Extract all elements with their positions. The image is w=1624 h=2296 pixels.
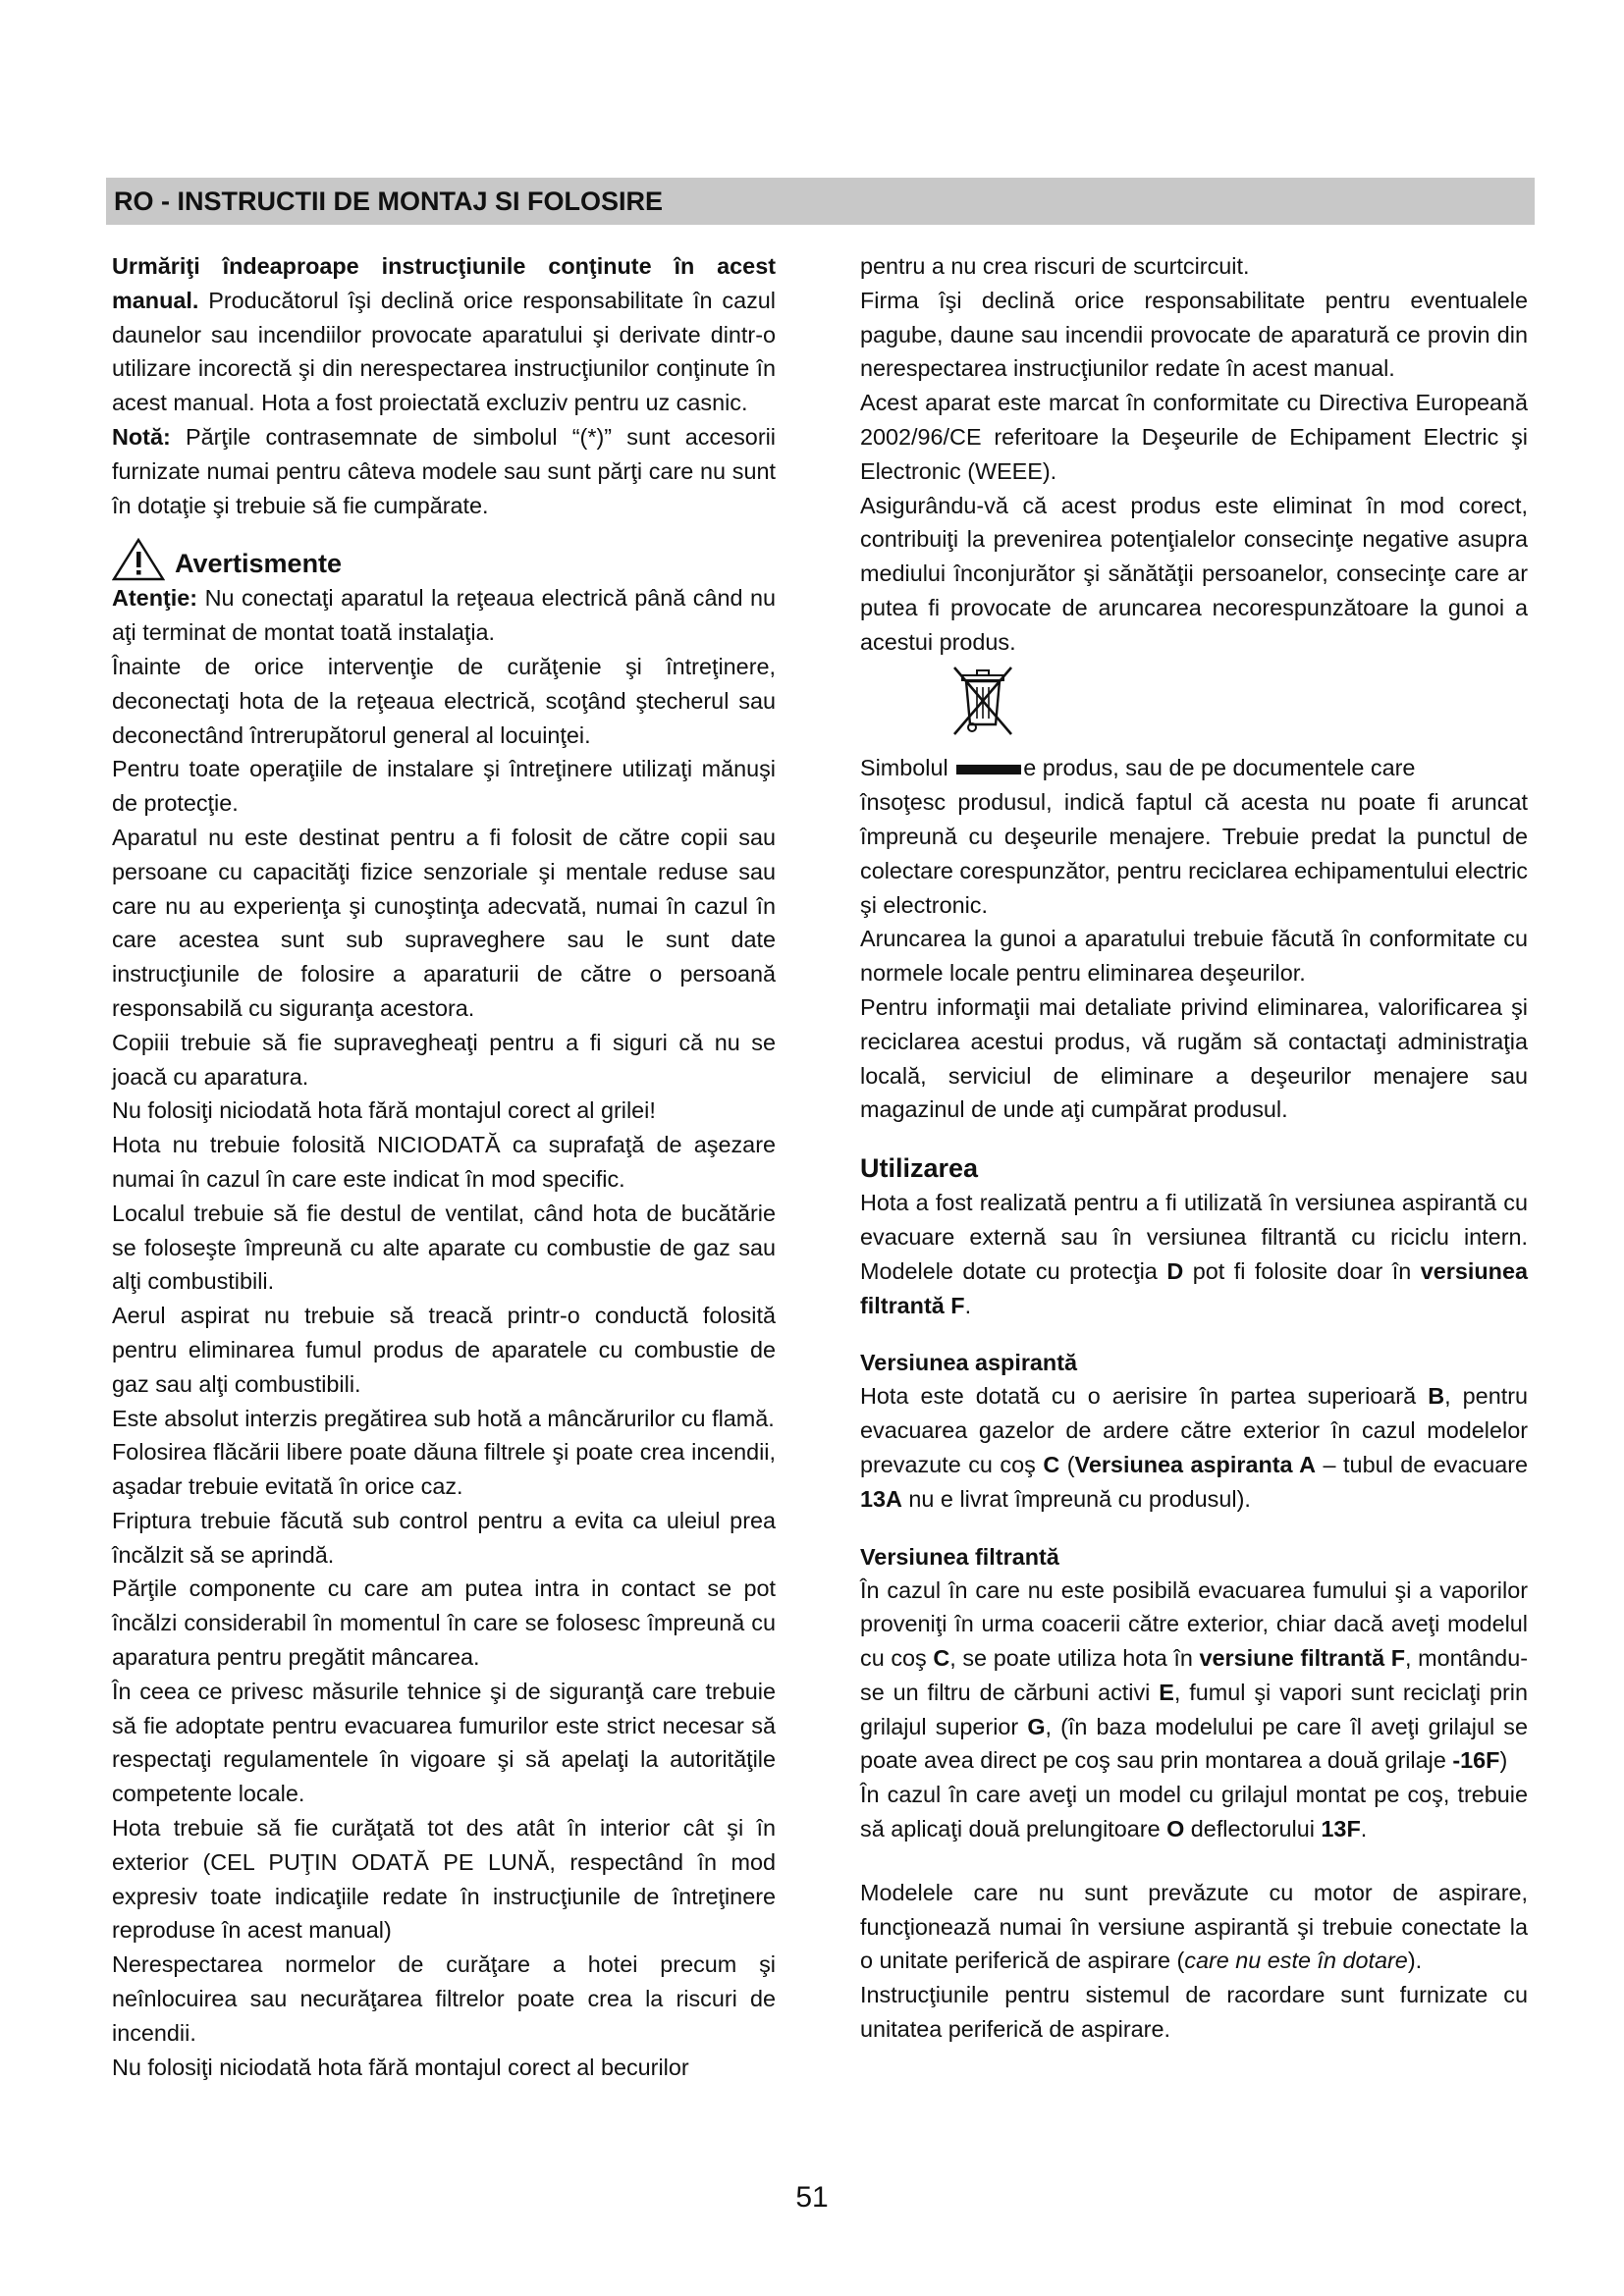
warning-paragraph: Localul trebuie să fie destul de ventilat, când hota de bucătărie se foloseşte împreună cu alte aparate cu combustie de gaz sau alţi combustibili. [112, 1200, 776, 1295]
aspirant-title: Versiunea aspirantă [860, 1350, 1078, 1376]
utilizarea-title: Utilizarea [860, 1153, 979, 1184]
filt2-text: deflectorului [1184, 1816, 1322, 1842]
filt-c: C [933, 1645, 950, 1672]
nota-text: Părţile contrasemnate de simbolul “(*)” sunt accesorii furnizate numai pentru câteva modele sau sunt părţi care nu sunt în dotaţie şi trebuie să fie cumpărate. [112, 423, 776, 518]
warning-paragraph: Folosirea flăcării libere poate dăuna filtrele şi poate crea incendii, aşadar trebuie evitată în orice caz. [112, 1439, 776, 1500]
filt2-13f: 13F [1321, 1816, 1361, 1842]
aspirant-paragraph [860, 1379, 1528, 1516]
atentie-label: Atenţie: [112, 585, 198, 612]
paragraph: pentru a nu crea riscuri de scurtcircuit. [860, 253, 1250, 279]
warning-title: Avertismente [175, 549, 343, 579]
warning-paragraph: Copiii trebuie să fie supravegheaţi pentru a fi siguri că nu se joacă cu aparatura. [112, 1029, 776, 1090]
asp-bold: Versiunea aspiranta A [1074, 1451, 1317, 1477]
modele-paragraph [860, 1876, 1528, 1978]
warning-paragraph: Hota trebuie să fie curăţată tot des atât în interior cât şi în exterior (CEL PUŢIN ODATĂ PE LUNĂ, respectând în mod expresiv toate indicaţiile redate în instrucţiunile de întreţinere reproduse în acest manual) [112, 1815, 776, 1944]
filt-text: , montându-se un filtru de cărbuni activi [860, 1645, 1528, 1705]
asp-c: C [1043, 1451, 1060, 1477]
warning-paragraph: Aerul aspirat nu trebuie să treacă printr-o conductă folosită pentru eliminarea fumul produs de aparatele cu combustie de gaz sau alţi combustibili. [112, 1303, 776, 1397]
util-d: D [1166, 1257, 1184, 1284]
filt-g: G [1027, 1713, 1046, 1739]
filt-text: , se poate utiliza hota în [949, 1645, 1200, 1672]
nota-paragraph [112, 420, 776, 522]
filt-text: , (în baza modelului pe care îl aveţi grilajul se poate avea direct pe coş sau prin montarea a două grilaje [860, 1713, 1528, 1774]
filt-bold: versiune filtrantă F [1199, 1645, 1406, 1672]
warning-paragraph: În ceea ce privesc măsurile tehnice şi de siguranţă care trebuie să fie adoptate pentru evacuarea fumurilor este strict necesar să respectaţi regulamentele în vigoare şi să apelaţi la autorităţile competente locale. [112, 1678, 776, 1807]
warning-paragraph: Friptura trebuie făcută sub control pentru a evita ca uleiul prea încălzit să se aprindă. [112, 1507, 776, 1568]
paragraph: însoţesc produsul, indică faptul că acesta nu poate fi aruncat împreună cu deşeurile menajere. Trebuie predat la punctul de colectare corespunzător, pentru reciclarea echipamentului electric şi electronic. [860, 789, 1528, 918]
filt-text: În cazul în care nu este posibilă evacuarea fumului şi a vaporilor proveniţi în urma coacerii către exterior, chiar dacă aveţi modelul cu coş [860, 1576, 1528, 1672]
filt-text: ) [1499, 1747, 1508, 1774]
atentie-text: Nu conectaţi aparatul la reţeaua electrică până când nu aţi terminat de montat toată instalaţia. [112, 585, 776, 646]
filt-text: , fumul şi vapori sunt reciclaţi prin grilajul superior [860, 1679, 1528, 1739]
mod-text: Modelele care nu sunt prevăzute cu motor de aspirare, funcţionează numai în versiune aspirantă şi trebuie conectate la o unitate periferică de aspirare ( [860, 1879, 1528, 1974]
nota-label: Notă: [112, 423, 171, 450]
asp-text: , pentru evacuarea gazelor de ardere către exterior în cazul modelelor prevazute cu coş [860, 1383, 1528, 1477]
paragraph: Pentru informaţii mai detaliate privind eliminarea, valorificarea şi reciclarea acestui produs, vă rugăm să contactaţi administraţia locală, serviciul de eliminare a deşeurilor menajere sau magazinul de unde aţi cumpărat produsul. [860, 993, 1528, 1123]
filtrant-paragraph-2 [860, 1778, 1528, 1846]
warning-paragraph: Nu folosiţi niciodată hota fără montajul corect al becurilor [112, 2054, 689, 2080]
warning-paragraph: Aparatul nu este destinat pentru a fi folosit de către copii sau persoane cu capacităţi fizice senzoriale şi mentale reduse sau care nu au experienţa şi cunoştinţa adecvată, numai în cazul în care acestea sunt sub supraveghere sau le sunt date instrucţiunile de folosire a aparaturii de către o persoană responsabilă cu siguranţa acestora. [112, 824, 776, 1021]
warning-paragraph: Hota nu trebuie folosită NICIODATĂ ca suprafaţă de aşezare numai în cazul în care este indicat în mod specific. [112, 1132, 776, 1192]
asp-text: ( [1059, 1451, 1075, 1477]
util-text: Hota a fost realizată pentru a fi utilizată în versiunea aspirantă cu evacuare externă sau în versiunea filtrantă cu riciclu intern. Modelele dotate cu protecţia [860, 1190, 1528, 1284]
simbol-text-end: e produs, sau de pe documentele care [1023, 755, 1416, 781]
asp-13a: 13A [860, 1485, 902, 1512]
mod-text: ). [1407, 1948, 1423, 1974]
mod-italic: care nu este în dotare [1184, 1948, 1408, 1974]
paragraph: Firma îşi declină orice responsabilitate pentru eventualele pagube, daune sau incendii provocate de aparatură ce provin din nerespectarea instrucţiunilor redate în acest manual. [860, 287, 1528, 382]
warning-heading [112, 536, 776, 581]
utilizarea-paragraph [860, 1186, 1528, 1322]
instr-paragraph: Instrucţiunile pentru sistemul de racordare sunt furnizate cu unitatea periferică de aspirare. [860, 1982, 1528, 2043]
weee-inline-icon [956, 765, 1021, 774]
filtrant-title: Versiunea filtrantă [860, 1543, 1059, 1570]
warning-paragraph: Este absolut interzis pregătirea sub hotă a mâncărurilor cu flamă. [112, 1405, 775, 1431]
weee-bin-icon [950, 666, 1015, 740]
filt2-o: O [1166, 1816, 1185, 1842]
atentie-paragraph [112, 581, 776, 650]
util-bold: versiunea filtrantă F [860, 1257, 1528, 1318]
intro-text: Producătorul îşi declină orice responsabilitate în cazul daunelor sau incendiilor provocate aparatului şi derivate dintr-o utilizare incorectă şi din nerespectarea instrucţiunilor conţinute în acest manual. Hota a fost proiectată excluziv pentru uz casnic. [112, 287, 776, 416]
warning-paragraph: Nerespectarea normelor de curăţare a hotei precum şi neînlocuirea sau necurăţarea filtrelor poate crea la riscuri de incendii. [112, 1951, 776, 2046]
page-number: 51 [795, 2181, 829, 2214]
filt-e: E [1159, 1679, 1174, 1705]
asp-text: Hota este dotată cu o aerisire în partea superioară [860, 1383, 1429, 1410]
warning-triangle-icon [112, 538, 165, 581]
filt-16f: -16F [1452, 1747, 1500, 1774]
simbol-line [860, 751, 1528, 785]
warning-paragraph: Înainte de orice intervenţie de curăţenie şi întreţinere, deconectaţi hota de la reţeaua electrică, scoţând ştecherul sau deconectând întrerupătorul general al locuinţei. [112, 653, 776, 748]
asp-text: – tubul de evacuare [1316, 1451, 1529, 1477]
paragraph: Aruncarea la gunoi a aparatului trebuie făcută în conformitate cu normele locale pentru eliminarea deşeurilor. [860, 926, 1528, 987]
asp-b: B [1428, 1383, 1445, 1410]
util-text2: pot fi folosite doar în [1183, 1257, 1421, 1284]
warning-paragraph: Pentru toate operaţiile de instalare şi întreţinere utilizaţi mănuşi de protecţie. [112, 756, 776, 817]
paragraph: Asigurându-vă că acest produs este eliminat în mod corect, contribuiţi la prevenirea potenţialelor consecinţe negative asupra mediului înconjurător şi sănătăţii persoanelor, consecinţe care ar putea fi provocate de aruncarea necorespunzătoare la gunoi a acestui produs. [860, 492, 1528, 655]
filt2-text: . [1360, 1816, 1368, 1842]
section-header [106, 178, 1535, 225]
util-end: . [964, 1292, 972, 1318]
filtrant-paragraph [860, 1574, 1528, 1779]
filt2-text: În cazul în care aveţi un model cu grilajul montat pe coş, trebuie să aplicaţi două prelungitoare [860, 1782, 1528, 1842]
left-column [112, 249, 776, 2084]
simbol-text: Simbolul [860, 755, 955, 781]
paragraph: Acest aparat este marcat în conformitate cu Directiva Europeană 2002/96/CE referitoare la Deşeurile de Echipament Electric şi Electronic (WEEE). [860, 390, 1528, 484]
warning-paragraph: Nu folosiţi niciodată hota fără montajul corect al grilei! [112, 1097, 656, 1124]
intro-paragraph [112, 249, 776, 420]
asp-text: nu e livrat împreună cu produsul). [901, 1485, 1251, 1512]
section-title: RO - INSTRUCTII DE MONTAJ SI FOLOSIRE [114, 187, 664, 216]
warning-paragraph: Părţile componente cu care am putea intra in contact se pot încălzi considerabil în momentul în care se folosesc împreună cu aparatura pentru pregătit mâncarea. [112, 1575, 776, 1671]
right-column [860, 249, 1528, 2047]
intro-bold: Urmăriţi îndeaproape instrucţiunile conţinute în acest manual. [112, 253, 776, 313]
